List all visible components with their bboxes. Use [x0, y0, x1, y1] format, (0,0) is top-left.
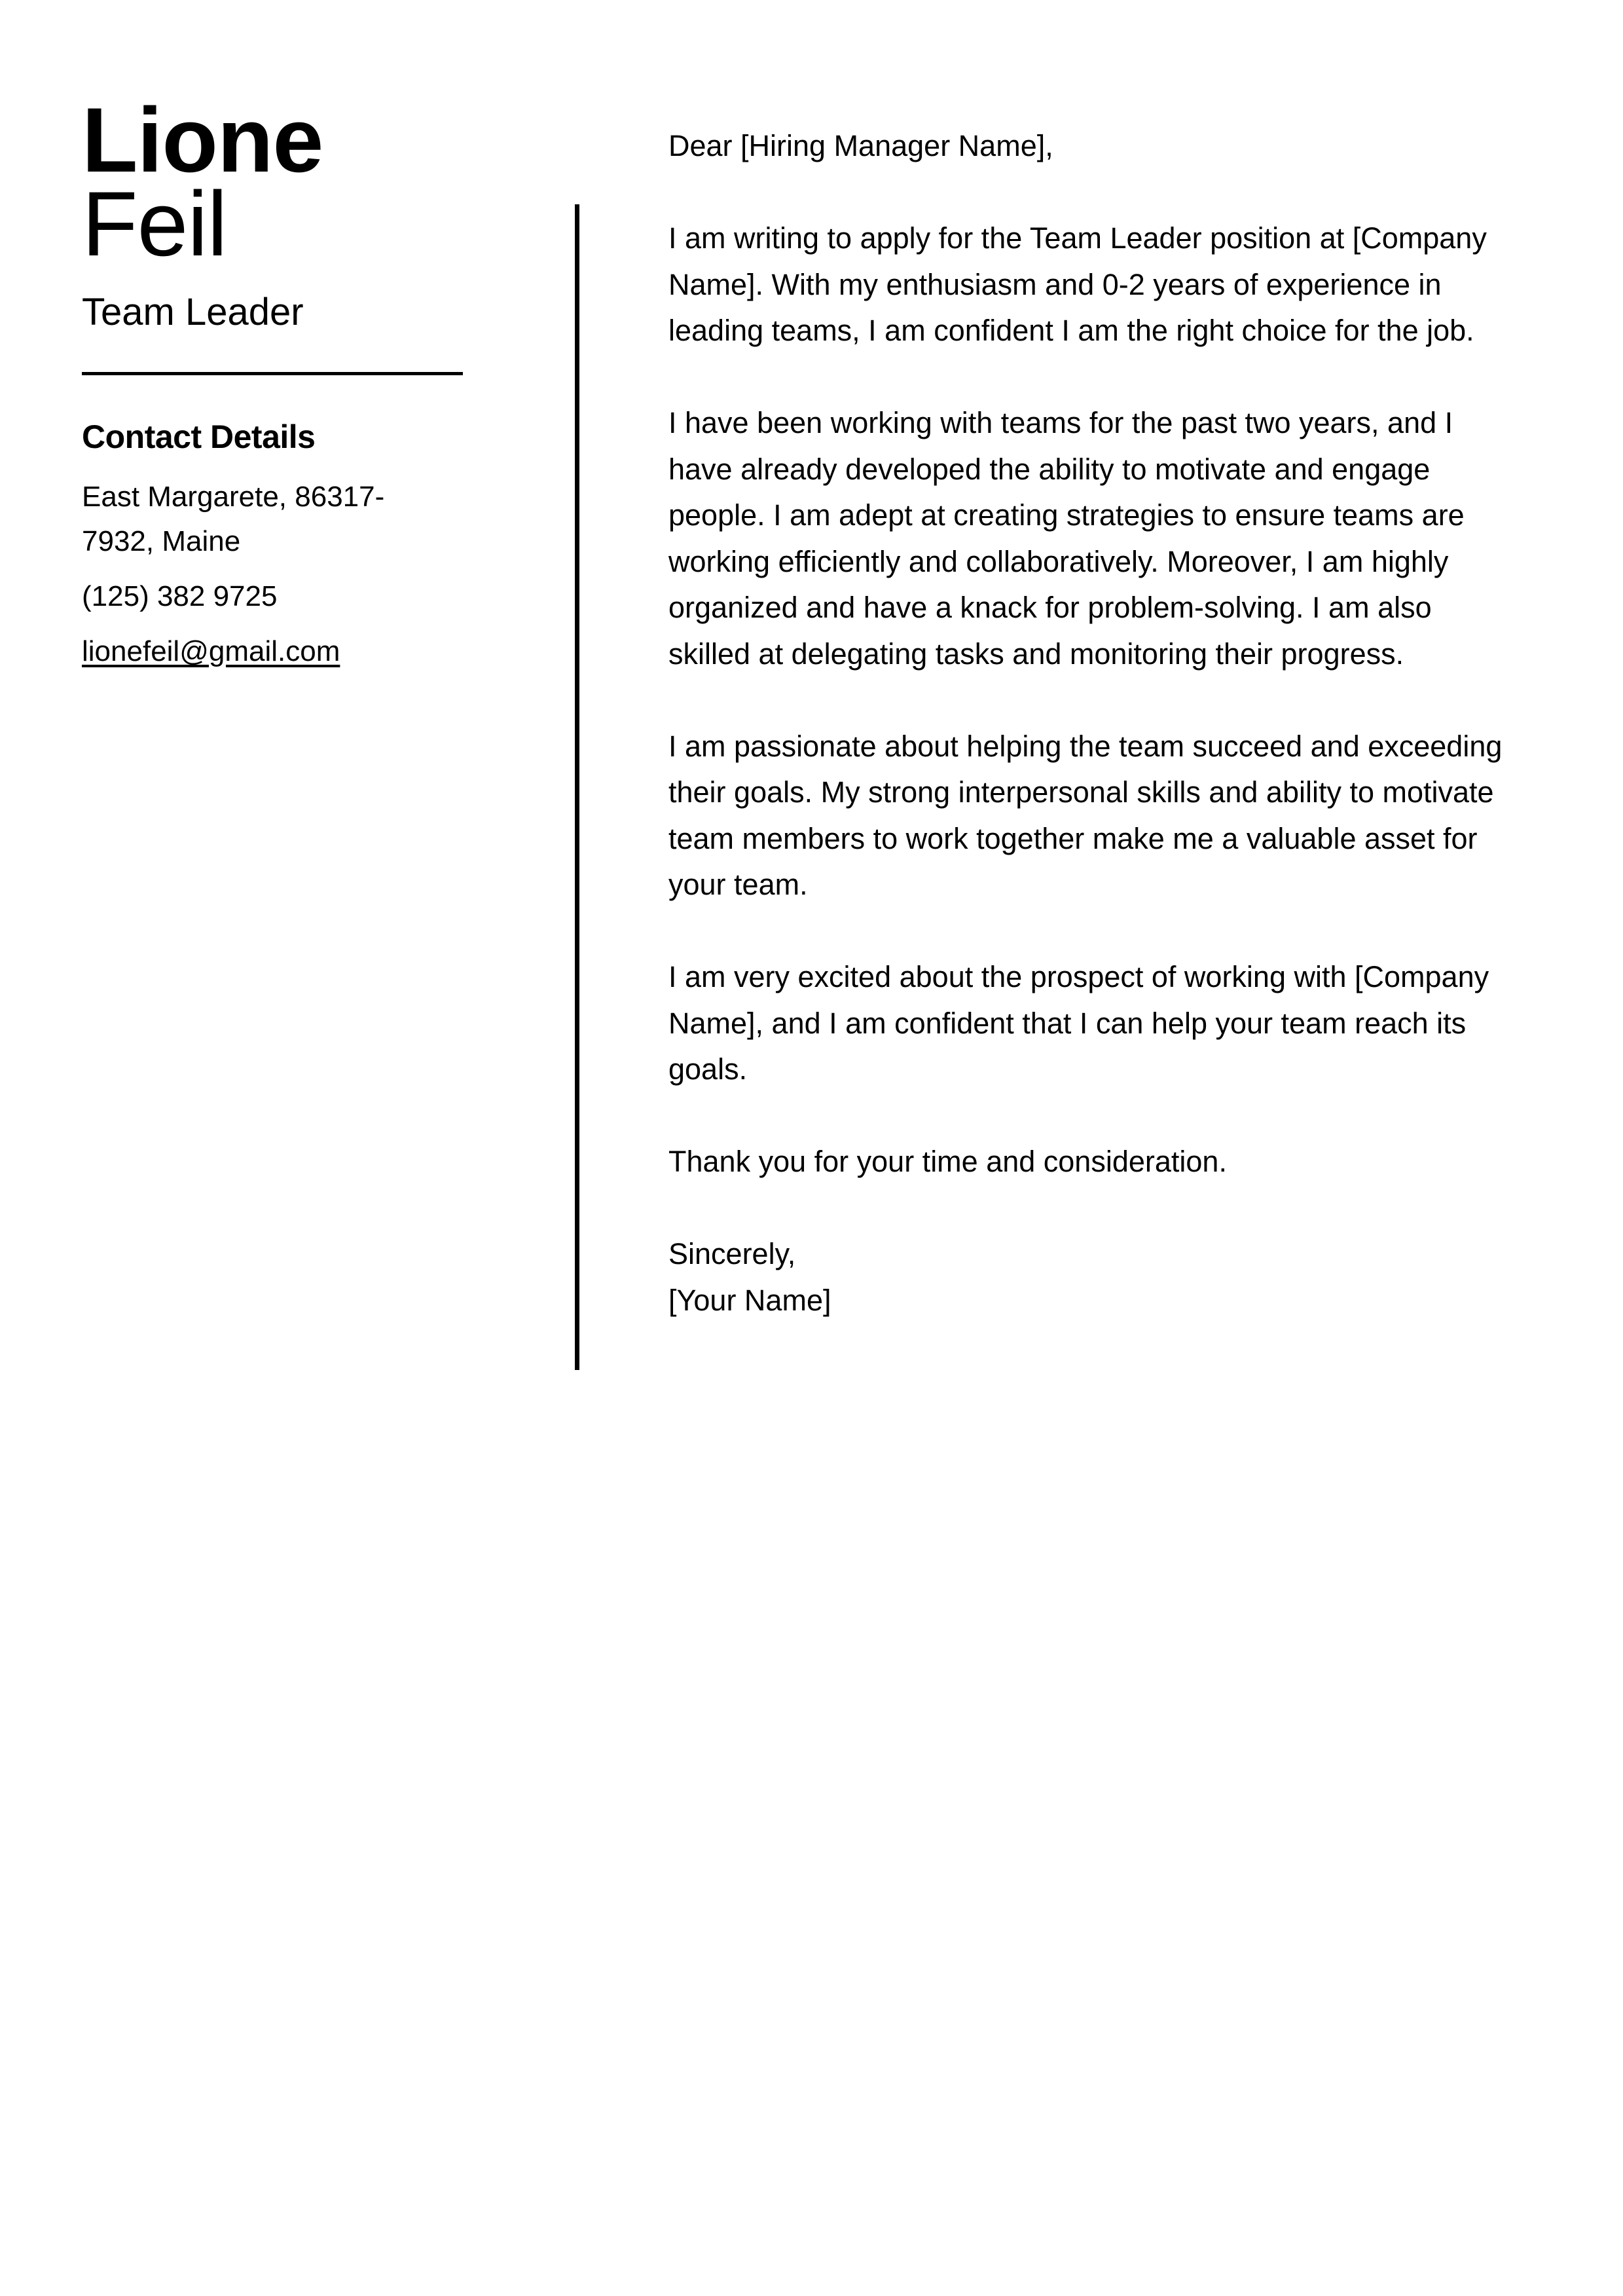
- contact-phone: (125) 382 9725: [82, 580, 278, 612]
- letter-paragraph-4: I am very excited about the prospect of working with [Company Name], and I am confident that I can help your team reach its goals.: [668, 960, 1489, 1086]
- salutation: Dear [Hiring Manager Name],: [668, 129, 1053, 162]
- job-title: Team Leader: [82, 291, 304, 333]
- closing: Sincerely,: [668, 1237, 796, 1270]
- sidebar: [82, 88, 475, 671]
- contact-heading: Contact Details: [82, 418, 316, 455]
- contact-email-link[interactable]: lionefeil@gmail.com: [82, 635, 340, 667]
- last-name: Feil: [82, 172, 227, 275]
- letter-paragraph-1: I am writing to apply for the Team Leader position at [Company Name]. With my enthusiasm and 0-2 years of experience in leading teams, I am confident I am the right choice for the job.: [668, 221, 1487, 347]
- letter-paragraph-5: Thank you for your time and consideration.: [668, 1145, 1227, 1178]
- first-name: Lione: [82, 88, 323, 191]
- letter-body: [668, 123, 1520, 1324]
- vertical-divider: [575, 204, 579, 1370]
- candidate-name: [82, 88, 475, 275]
- letter-paragraph-2: I have been working with teams for the past two years, and I have already developed the ability to motivate and engage people. I am adept at creating strategies to ensure teams are working efficiently and collaboratively. Moreover, I am highly organized and have a knack for problem-solving. I am also skilled at delegating tasks and monitoring their progress.: [668, 406, 1465, 671]
- signature: [Your Name]: [668, 1283, 831, 1317]
- title-divider: [82, 372, 463, 375]
- letter-paragraph-3: I am passionate about helping the team succeed and exceeding their goals. My strong interpersonal skills and ability to motivate team members to work together make me a valuable asset for your team.: [668, 729, 1503, 901]
- contact-address: East Margarete, 86317-7932, Maine: [82, 481, 385, 557]
